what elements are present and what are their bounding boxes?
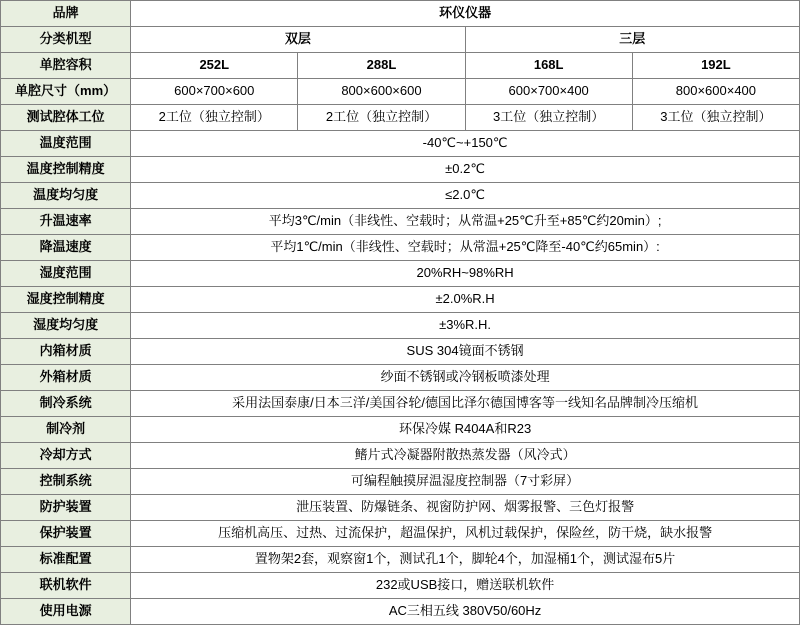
table-row [1,183,800,209]
table-row [1,53,800,79]
row-label: 控制系统 [1,469,131,495]
table-row [1,443,800,469]
row-label: 冷却方式 [1,443,131,469]
table-row [1,313,800,339]
table-row [1,573,800,599]
table-row [1,521,800,547]
row-label: 温度均匀度 [1,183,131,209]
table-cell: 泄压装置、防爆链条、视窗防护网、烟雾报警、三色灯报警 [131,495,800,521]
row-label: 降温速度 [1,235,131,261]
table-row [1,391,800,417]
table-cell: 20%RH~98%RH [131,261,800,287]
table-row [1,365,800,391]
table-cell: 置物架2套，观察窗1个，测试孔1个，脚轮4个，加湿桶1个，测试湿布5片 [131,547,800,573]
table-cell: -40℃~+150℃ [131,131,800,157]
table-row [1,547,800,573]
row-label: 单腔容积 [1,53,131,79]
table-cell: 3工位（独立控制） [632,105,799,131]
table-cell: 2工位（独立控制） [298,105,465,131]
row-label: 湿度范围 [1,261,131,287]
table-cell: 三层 [465,27,799,53]
table-cell: 可编程触摸屏温湿度控制器（7寸彩屏） [131,469,800,495]
table-cell: AC三相五线 380V50/60Hz [131,599,800,625]
table-row-brand [1,1,800,27]
table-cell: 600×700×600 [131,79,298,105]
table-cell: 纱面不锈钢或冷钢板喷漆处理 [131,365,800,391]
table-cell: ±3%R.H. [131,313,800,339]
table-cell: 采用法国泰康/日本三洋/美国谷轮/德国比泽尔德国博客等一线知名品牌制冷压缩机 [131,391,800,417]
row-label: 制冷系统 [1,391,131,417]
row-label: 内箱材质 [1,339,131,365]
table-row [1,157,800,183]
brand-value: 环仪仪器 [131,1,800,27]
table-cell: 双层 [131,27,465,53]
row-label-brand: 品牌 [1,1,131,27]
row-label: 制冷剂 [1,417,131,443]
table-row [1,261,800,287]
table-row [1,79,800,105]
table-cell: 800×600×400 [632,79,799,105]
table-row [1,209,800,235]
table-row [1,235,800,261]
table-body [1,1,800,625]
table-cell: 232或USB接口，赠送联机软件 [131,573,800,599]
table-cell: SUS 304镜面不锈钢 [131,339,800,365]
table-cell: 288L [298,53,465,79]
table-cell: 600×700×400 [465,79,632,105]
table-cell: 800×600×600 [298,79,465,105]
table-cell: 2工位（独立控制） [131,105,298,131]
table-cell: 252L [131,53,298,79]
row-label: 湿度均匀度 [1,313,131,339]
table-cell: ±0.2℃ [131,157,800,183]
row-label: 温度范围 [1,131,131,157]
row-label: 联机软件 [1,573,131,599]
row-label: 使用电源 [1,599,131,625]
table-cell: 平均3℃/min（非线性、空载时；从常温+25℃升至+85℃约20min）; [131,209,800,235]
table-cell: ≤2.0℃ [131,183,800,209]
table-cell: 168L [465,53,632,79]
row-label: 分类机型 [1,27,131,53]
table-row [1,105,800,131]
row-label: 升温速率 [1,209,131,235]
row-label: 温度控制精度 [1,157,131,183]
table-cell: 192L [632,53,799,79]
table-row [1,339,800,365]
table-row [1,469,800,495]
table-cell: ±2.0%R.H [131,287,800,313]
table-row [1,599,800,625]
table-row [1,417,800,443]
table-row [1,495,800,521]
row-label: 单腔尺寸（mm） [1,79,131,105]
row-label: 防护装置 [1,495,131,521]
table-cell: 鳍片式冷凝器附散热蒸发器（风冷式） [131,443,800,469]
row-label: 保护装置 [1,521,131,547]
table-cell: 平均1℃/min（非线性、空载时；从常温+25℃降至-40℃约65min）: [131,235,800,261]
row-label: 外箱材质 [1,365,131,391]
table-row [1,287,800,313]
row-label: 测试腔体工位 [1,105,131,131]
row-label: 标准配置 [1,547,131,573]
table-cell: 压缩机高压、过热、过流保护，超温保护，风机过载保护，保险丝，防干烧，缺水报警 [131,521,800,547]
table-row [1,27,800,53]
table-cell: 环保冷媒 R404A和R23 [131,417,800,443]
row-label: 湿度控制精度 [1,287,131,313]
table-cell: 3工位（独立控制） [465,105,632,131]
table-row [1,131,800,157]
